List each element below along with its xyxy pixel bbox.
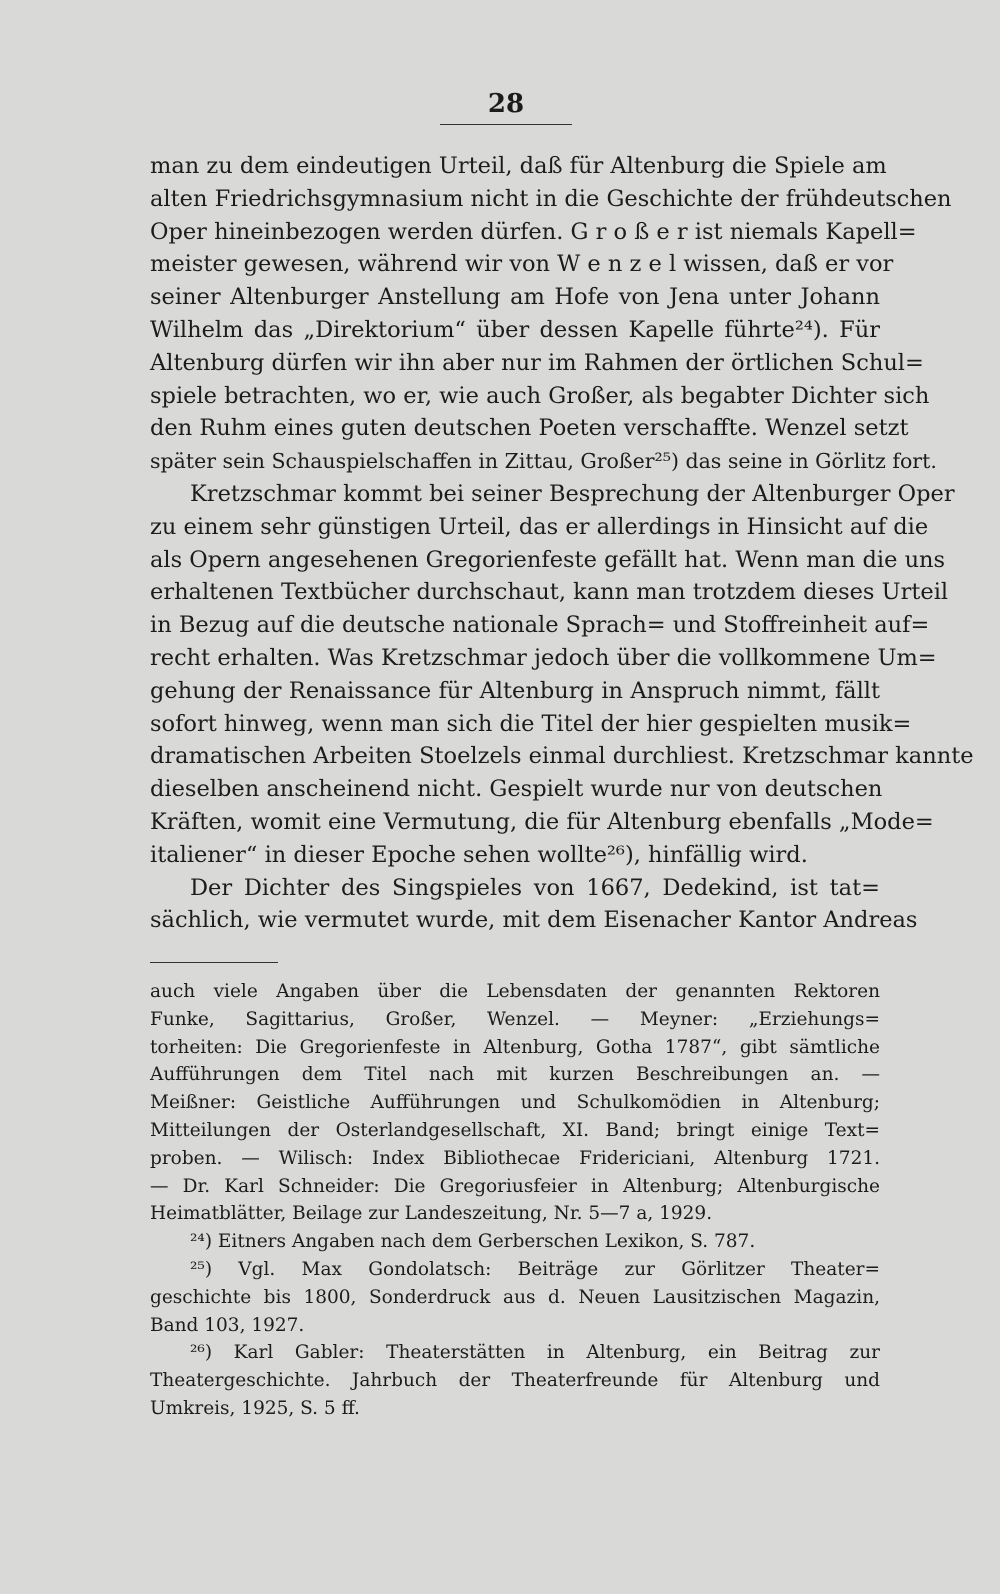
body-line: dramatischen Arbeiten Stoelzels einmal durchliest. Kretzschmar kannte	[150, 743, 974, 770]
footnote-line: Band 103, 1927.	[150, 1314, 305, 1336]
body-line: gehung der Renaissance für Altenburg in Anspruch nimmt, fällt	[150, 677, 880, 704]
body-text	[150, 150, 974, 937]
footnote-24: ²⁴) Eitners Angaben nach dem Gerberschen Lexikon, S. 787.	[190, 1231, 756, 1253]
body-line: man zu dem eindeutigen Urteil, daß für Altenburg die Spiele am	[150, 153, 887, 179]
footnote-line: Mitteilungen der Osterlandgesellschaft, XI. Band; bringt einige Text=	[150, 1119, 880, 1141]
footnote-line: proben. — Wilisch: Index Bibliothecae Fridericiani, Altenburg 1721.	[150, 1147, 880, 1169]
footnotes	[150, 978, 880, 1423]
body-line: seiner Altenburger Anstellung am Hofe von Jena unter Johann	[150, 284, 880, 311]
body-line: meister gewesen, während wir von W e n z e l wissen, daß er vor	[150, 251, 894, 278]
body-line: sächlich, wie vermutet wurde, mit dem Eisenacher Kantor Andreas	[150, 907, 918, 934]
footnote-line: Umkreis, 1925, S. 5 ff.	[150, 1397, 360, 1419]
body-line: erhaltenen Textbücher durchschaut, kann man trotzdem dieses Urteil	[150, 579, 949, 606]
footnote-line: — Dr. Karl Schneider: Die Gregoriusfeier in Altenburg; Altenburgische	[150, 1175, 880, 1197]
body-line-paragraph-start: Kretzschmar kommt bei seiner Besprechung der Altenburger Oper	[190, 480, 955, 507]
body-line: in Bezug auf die deutsche nationale Sprach= und Stoffreinheit auf=	[150, 612, 930, 639]
body-line: zu einem sehr günstigen Urteil, das er allerdings in Hinsicht auf die	[150, 513, 929, 540]
footnote-25: ²⁵) Vgl. Max Gondolatsch: Beiträge zur Görlitzer Theater=	[190, 1258, 880, 1280]
body-line-paragraph-start: Der Dichter des Singspieles von 1667, Dedekind, ist tat=	[190, 874, 880, 901]
footnote-line: geschichte bis 1800, Sonderdruck aus d. Neuen Lausitzischen Magazin,	[150, 1286, 880, 1308]
body-line: dieselben anscheinend nicht. Gespielt wurde nur von deutschen	[150, 776, 883, 803]
footnote-line: Theatergeschichte. Jahrbuch der Theaterfreunde für Altenburg und	[150, 1370, 880, 1392]
footnote-line: Meißner: Geistliche Aufführungen und Schulkomödien in Altenburg;	[150, 1092, 880, 1114]
body-line: Altenburg dürfen wir ihn aber nur im Rahmen der örtlichen Schul=	[150, 349, 924, 376]
footnote-line: Heimatblätter, Beilage zur Landeszeitung, Nr. 5—7 a, 1929.	[150, 1203, 713, 1225]
footnote-line: auch viele Angaben über die Lebensdaten der genannten Rektoren	[150, 981, 880, 1002]
body-line: als Opern angesehenen Gregorienfeste gefällt hat. Wenn man die uns	[150, 546, 946, 573]
body-line: Wilhelm das „Direktorium“ über dessen Kapelle führte²⁴). Für	[150, 316, 880, 343]
footnote-line: Funke, Sagittarius, Großer, Wenzel. — Meyner: „Erziehungs=	[150, 1008, 880, 1030]
footnote-line: torheiten: Die Gregorienfeste in Altenburg, Gotha 1787“, gibt sämtliche	[150, 1036, 880, 1058]
body-line: italiener“ in dieser Epoche sehen wollte²⁶), hinfällig wird.	[150, 841, 808, 868]
body-line: sofort hinweg, wenn man sich die Titel der hier gespielten musik=	[150, 710, 912, 737]
body-line: Kräften, womit eine Vermutung, die für Altenburg ebenfalls „Mode=	[150, 808, 934, 835]
body-line: später sein Schauspielschaffen in Zittau, Großer²⁵) das seine in Görlitz fort.	[150, 449, 937, 474]
footnote-line: Aufführungen dem Titel nach mit kurzen Beschreibungen an. —	[150, 1064, 880, 1086]
footnote-separator	[150, 962, 278, 963]
body-line: alten Friedrichsgymnasium nicht in die Geschichte der frühdeutschen	[150, 185, 952, 212]
body-line: Oper hineinbezogen werden dürfen. G r o ß e r ist niemals Kapell=	[150, 218, 917, 245]
page-number: 28	[440, 88, 572, 125]
body-line: recht erhalten. Was Kretzschmar jedoch über die vollkommene Um=	[150, 644, 937, 671]
body-line: den Ruhm eines guten deutschen Poeten verschaffte. Wenzel setzt	[150, 415, 909, 442]
body-line: spiele betrachten, wo er, wie auch Großer, als begabter Dichter sich	[150, 382, 930, 409]
footnote-26: ²⁶) Karl Gabler: Theaterstätten in Altenburg, ein Beitrag zur	[190, 1342, 880, 1364]
